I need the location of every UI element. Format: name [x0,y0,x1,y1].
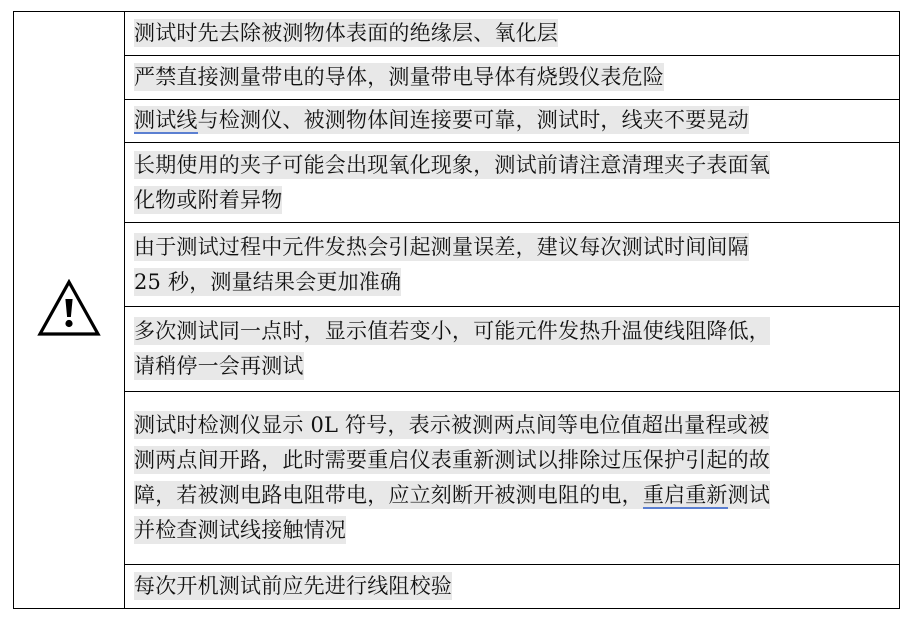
text-line [134,478,893,513]
text-line [134,314,893,349]
highlighted-text [134,268,401,296]
highlighted-text [134,572,452,600]
text-segment: 测试 [727,483,771,508]
warning-triangle-icon [37,279,101,337]
text-segment: 测试时先去除被测物体表面的绝缘层、氧化层 [134,20,558,45]
precaution-text-cell [125,143,900,223]
table-row [14,392,900,565]
text-line [134,60,893,95]
table-row [14,223,900,306]
precaution-text-cell [125,12,900,56]
highlighted-text [134,151,770,179]
text-line [134,265,893,300]
underlined-text-segment: 测试线 [134,108,198,133]
text-line [134,443,893,478]
table-row [14,99,900,143]
table-row [14,55,900,99]
precaution-text-cell [125,392,900,565]
text-segment: 测两点间开路，此时需要重启仪表重新测试以排除过压保护引起的故 [134,448,770,473]
text-segment: 与检测仪、被测物体间连接要可靠，测试时，线夹不要晃动 [197,108,749,133]
text-segment: 每次开机测试前应先进行线阻校验 [134,574,452,599]
text-line [134,349,893,384]
text-line [134,230,893,265]
table-row [14,143,900,223]
highlighted-text [134,63,664,91]
text-segment: 障，若被测电路电阻带电，应立刻断开被测电阻的电， [134,483,643,508]
highlighted-text [134,446,770,474]
text-line [134,103,893,138]
table-row [14,565,900,609]
highlighted-text [134,233,749,261]
precaution-text-cell [125,223,900,306]
text-line [134,569,893,604]
text-line [134,183,893,218]
highlighted-text [134,411,769,439]
highlighted-text [134,186,282,214]
text-segment: 长期使用的夹子可能会出现氧化现象，测试前请注意清理夹子表面氧 [134,152,770,177]
precaution-text-cell [125,306,900,391]
table-row [14,306,900,391]
highlighted-text [134,317,770,345]
warning-icon-cell [14,12,125,609]
text-segment: 25 秒，测量结果会更加准确 [134,269,402,294]
text-line [134,513,893,548]
text-line [134,16,893,51]
text-segment: 并检查测试线接触情况 [134,518,346,543]
text-line [134,148,893,183]
highlighted-text [134,352,304,380]
text-line [134,408,893,443]
precautions-table-body [14,12,900,609]
highlighted-text [134,481,770,509]
precaution-text-cell [125,55,900,99]
precaution-text-cell [125,565,900,609]
text-segment: 测试时检测仪显示 0L 符号，表示被测两点间等电位值超出量程或被 [134,413,770,438]
text-segment: 请稍停一会再测试 [134,354,304,379]
text-segment: 化物或附着异物 [134,187,283,212]
highlighted-text [134,516,346,544]
highlighted-text [134,106,749,134]
table-row [14,12,900,56]
precaution-text-cell [125,99,900,143]
underlined-text-segment: 重启重新 [642,483,728,508]
highlighted-text [134,19,558,47]
precautions-table [13,11,900,609]
text-segment: 由于测试过程中元件发热会引起测量误差，建议每次测试时间间隔 [134,234,749,259]
text-segment: 严禁直接测量带电的导体，测量带电导体有烧毁仪表危险 [134,64,664,89]
text-segment: 多次测试同一点时，显示值若变小，可能元件发热升温使线阻降低， [134,319,770,344]
